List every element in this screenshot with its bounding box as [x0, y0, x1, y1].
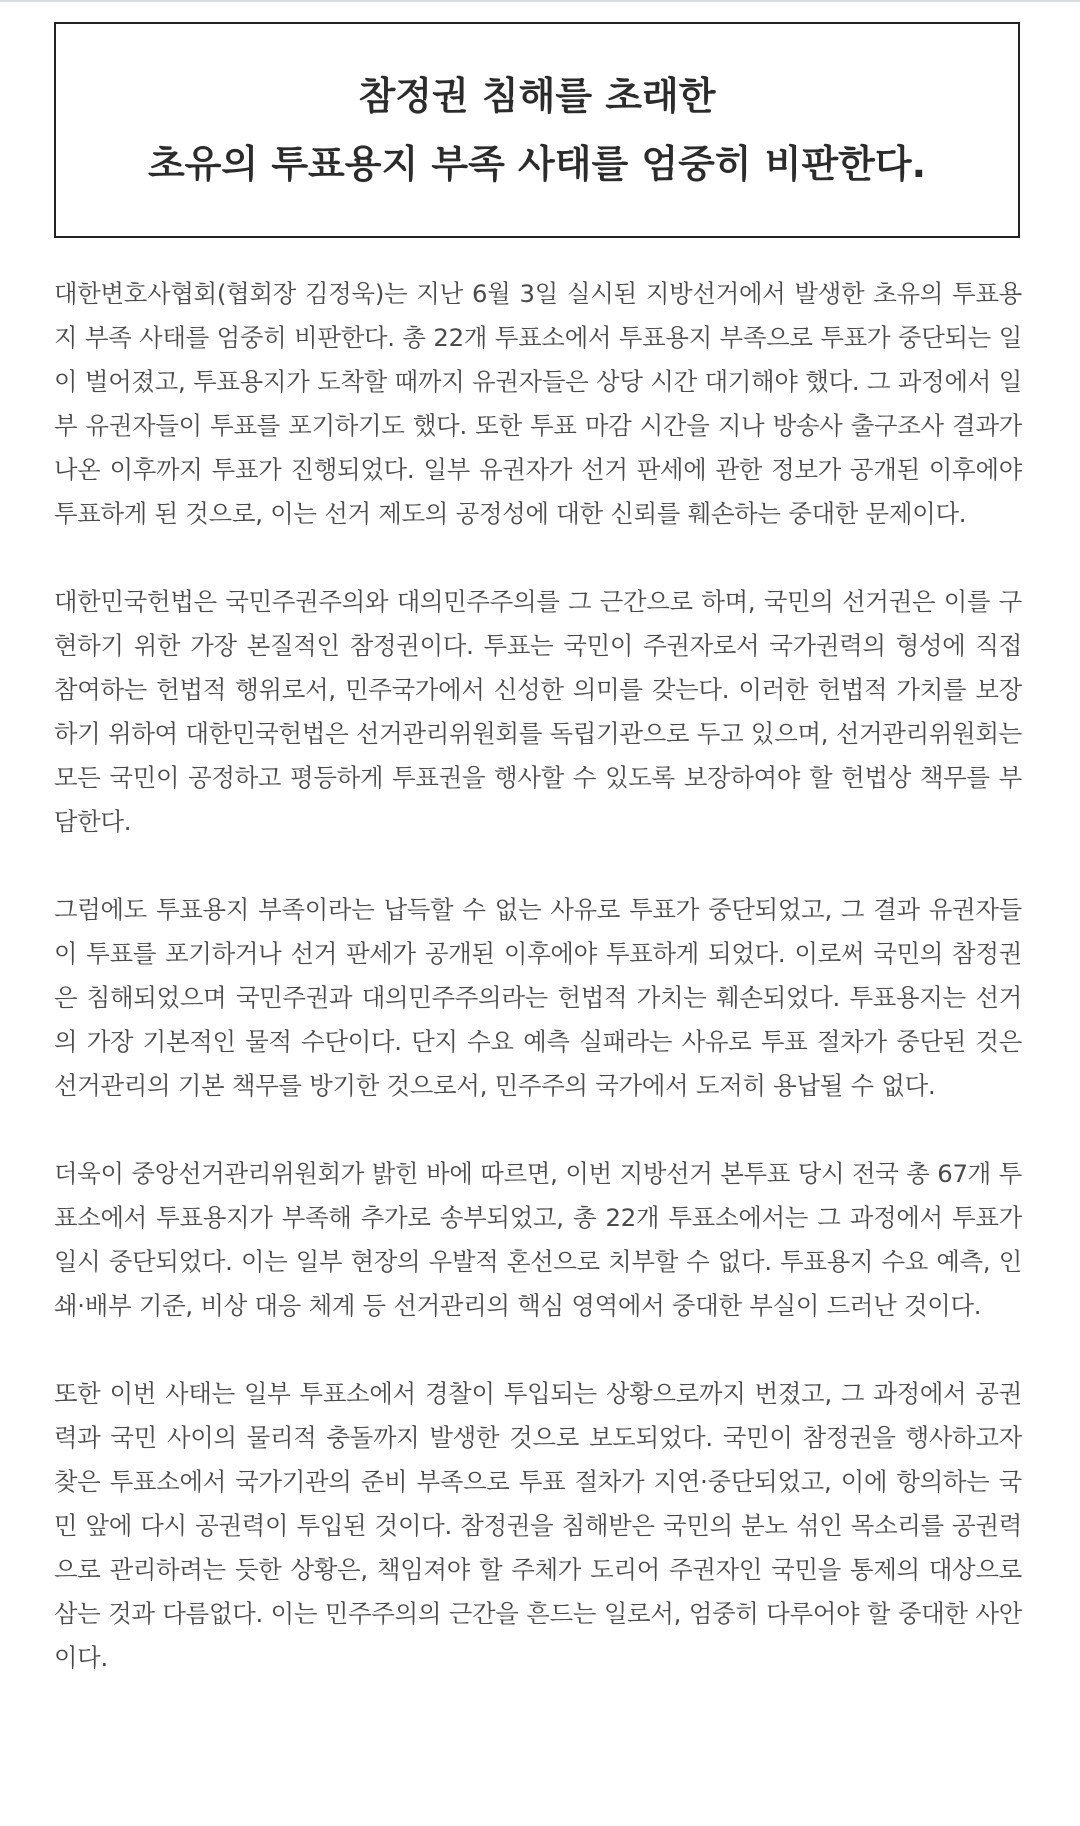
title-box: [54, 22, 1020, 238]
title-line-2: 초유의 투표용지 부족 사태를 엄중히 비판한다.: [147, 142, 927, 186]
paragraph-5: 또한 이번 사태는 일부 투표소에서 경찰이 투입되는 상황으로까지 번졌고, 그 과정에서 공권력과 국민 사이의 물리적 충돌까지 발생한 것으로 보도되었다. 국민이 참정권을 행사하고자 찾은 투표소에서 국가기관의 준비 부족으로 투표 절차가 지연·중단되었고, 이에 항의하는 국민 앞에 다시 공권력이 투입된 것이다. 참정권을 침해받은 국민의 분노 섞인 목소리를 공권력으로 관리하려는 듯한 상황은, 책임져야 할 주체가 도리어 주권자인 국민을 통제의 대상으로 삼는 것과 다름없다. 이는 민주주의의 근간을 흔드는 일로서, 엄중히 다루어야 할 중대한 사안이다.: [54, 1379, 1022, 1672]
paragraph-3: 그럼에도 투표용지 부족이라는 납득할 수 없는 사유로 투표가 중단되었고, 그 결과 유권자들이 투표를 포기하거나 선거 판세가 공개된 이후에야 투표하게 되었다. 이로써 국민의 참정권은 침해되었으며 국민주권과 대의민주주의라는 헌법적 가치는 훼손되었다. 투표용지는 선거의 가장 기본적인 물적 수단이다. 단지 수요 예측 실패라는 사유로 투표 절차가 중단된 것은 선거관리의 기본 책무를 방기한 것으로서, 민주주의 국가에서 도저히 용납될 수 없다.: [54, 895, 1022, 1100]
paragraph-4: 더욱이 중앙선거관리위원회가 밝힌 바에 따르면, 이번 지방선거 본투표 당시 전국 총 67개 투표소에서 투표용지가 부족해 추가로 송부되었고, 총 22개 투표소에서는 그 과정에서 투표가 일시 중단되었다. 이는 일부 현장의 우발적 혼선으로 치부할 수 없다. 투표용지 수요 예측, 인쇄·배부 기준, 비상 대응 체계 등 선거관리의 핵심 영역에서 중대한 부실이 드러난 것이다.: [54, 1159, 1022, 1320]
statement-body: [54, 272, 1022, 1724]
title-line-1: 참정권 침해를 초래한: [358, 74, 716, 118]
paragraph-2: 대한민국헌법은 국민주권주의와 대의민주주의를 그 근간으로 하며, 국민의 선거권은 이를 구현하기 위한 가장 본질적인 참정권이다. 투표는 국민이 주권자로서 국가권력의 형성에 직접 참여하는 헌법적 행위로서, 민주국가에서 신성한 의미를 갖는다. 이러한 헌법적 가치를 보장하기 위하여 대한민국헌법은 선거관리위원회를 독립기관으로 두고 있으며, 선거관리위원회는 모든 국민이 공정하고 평등하게 투표권을 행사할 수 있도록 보장하여야 할 헌법상 책무를 부담한다.: [54, 587, 1022, 836]
top-divider: [0, 0, 1080, 2]
paragraph-1: 대한변호사협회(협회장 김정욱)는 지난 6월 3일 실시된 지방선거에서 발생한 초유의 투표용지 부족 사태를 엄중히 비판한다. 총 22개 투표소에서 투표용지 부족으로 투표가 중단되는 일이 벌어졌고, 투표용지가 도착할 때까지 유권자들은 상당 시간 대기해야 했다. 그 과정에서 일부 유권자들이 투표를 포기하기도 했다. 또한 투표 마감 시간을 지나 방송사 출구조사 결과가 나온 이후까지 투표가 진행되었다. 일부 유권자가 선거 판세에 관한 정보가 공개된 이후에야 투표하게 된 것으로, 이는 선거 제도의 공정성에 대한 신뢰를 훼손하는 중대한 문제이다.: [54, 279, 1022, 528]
